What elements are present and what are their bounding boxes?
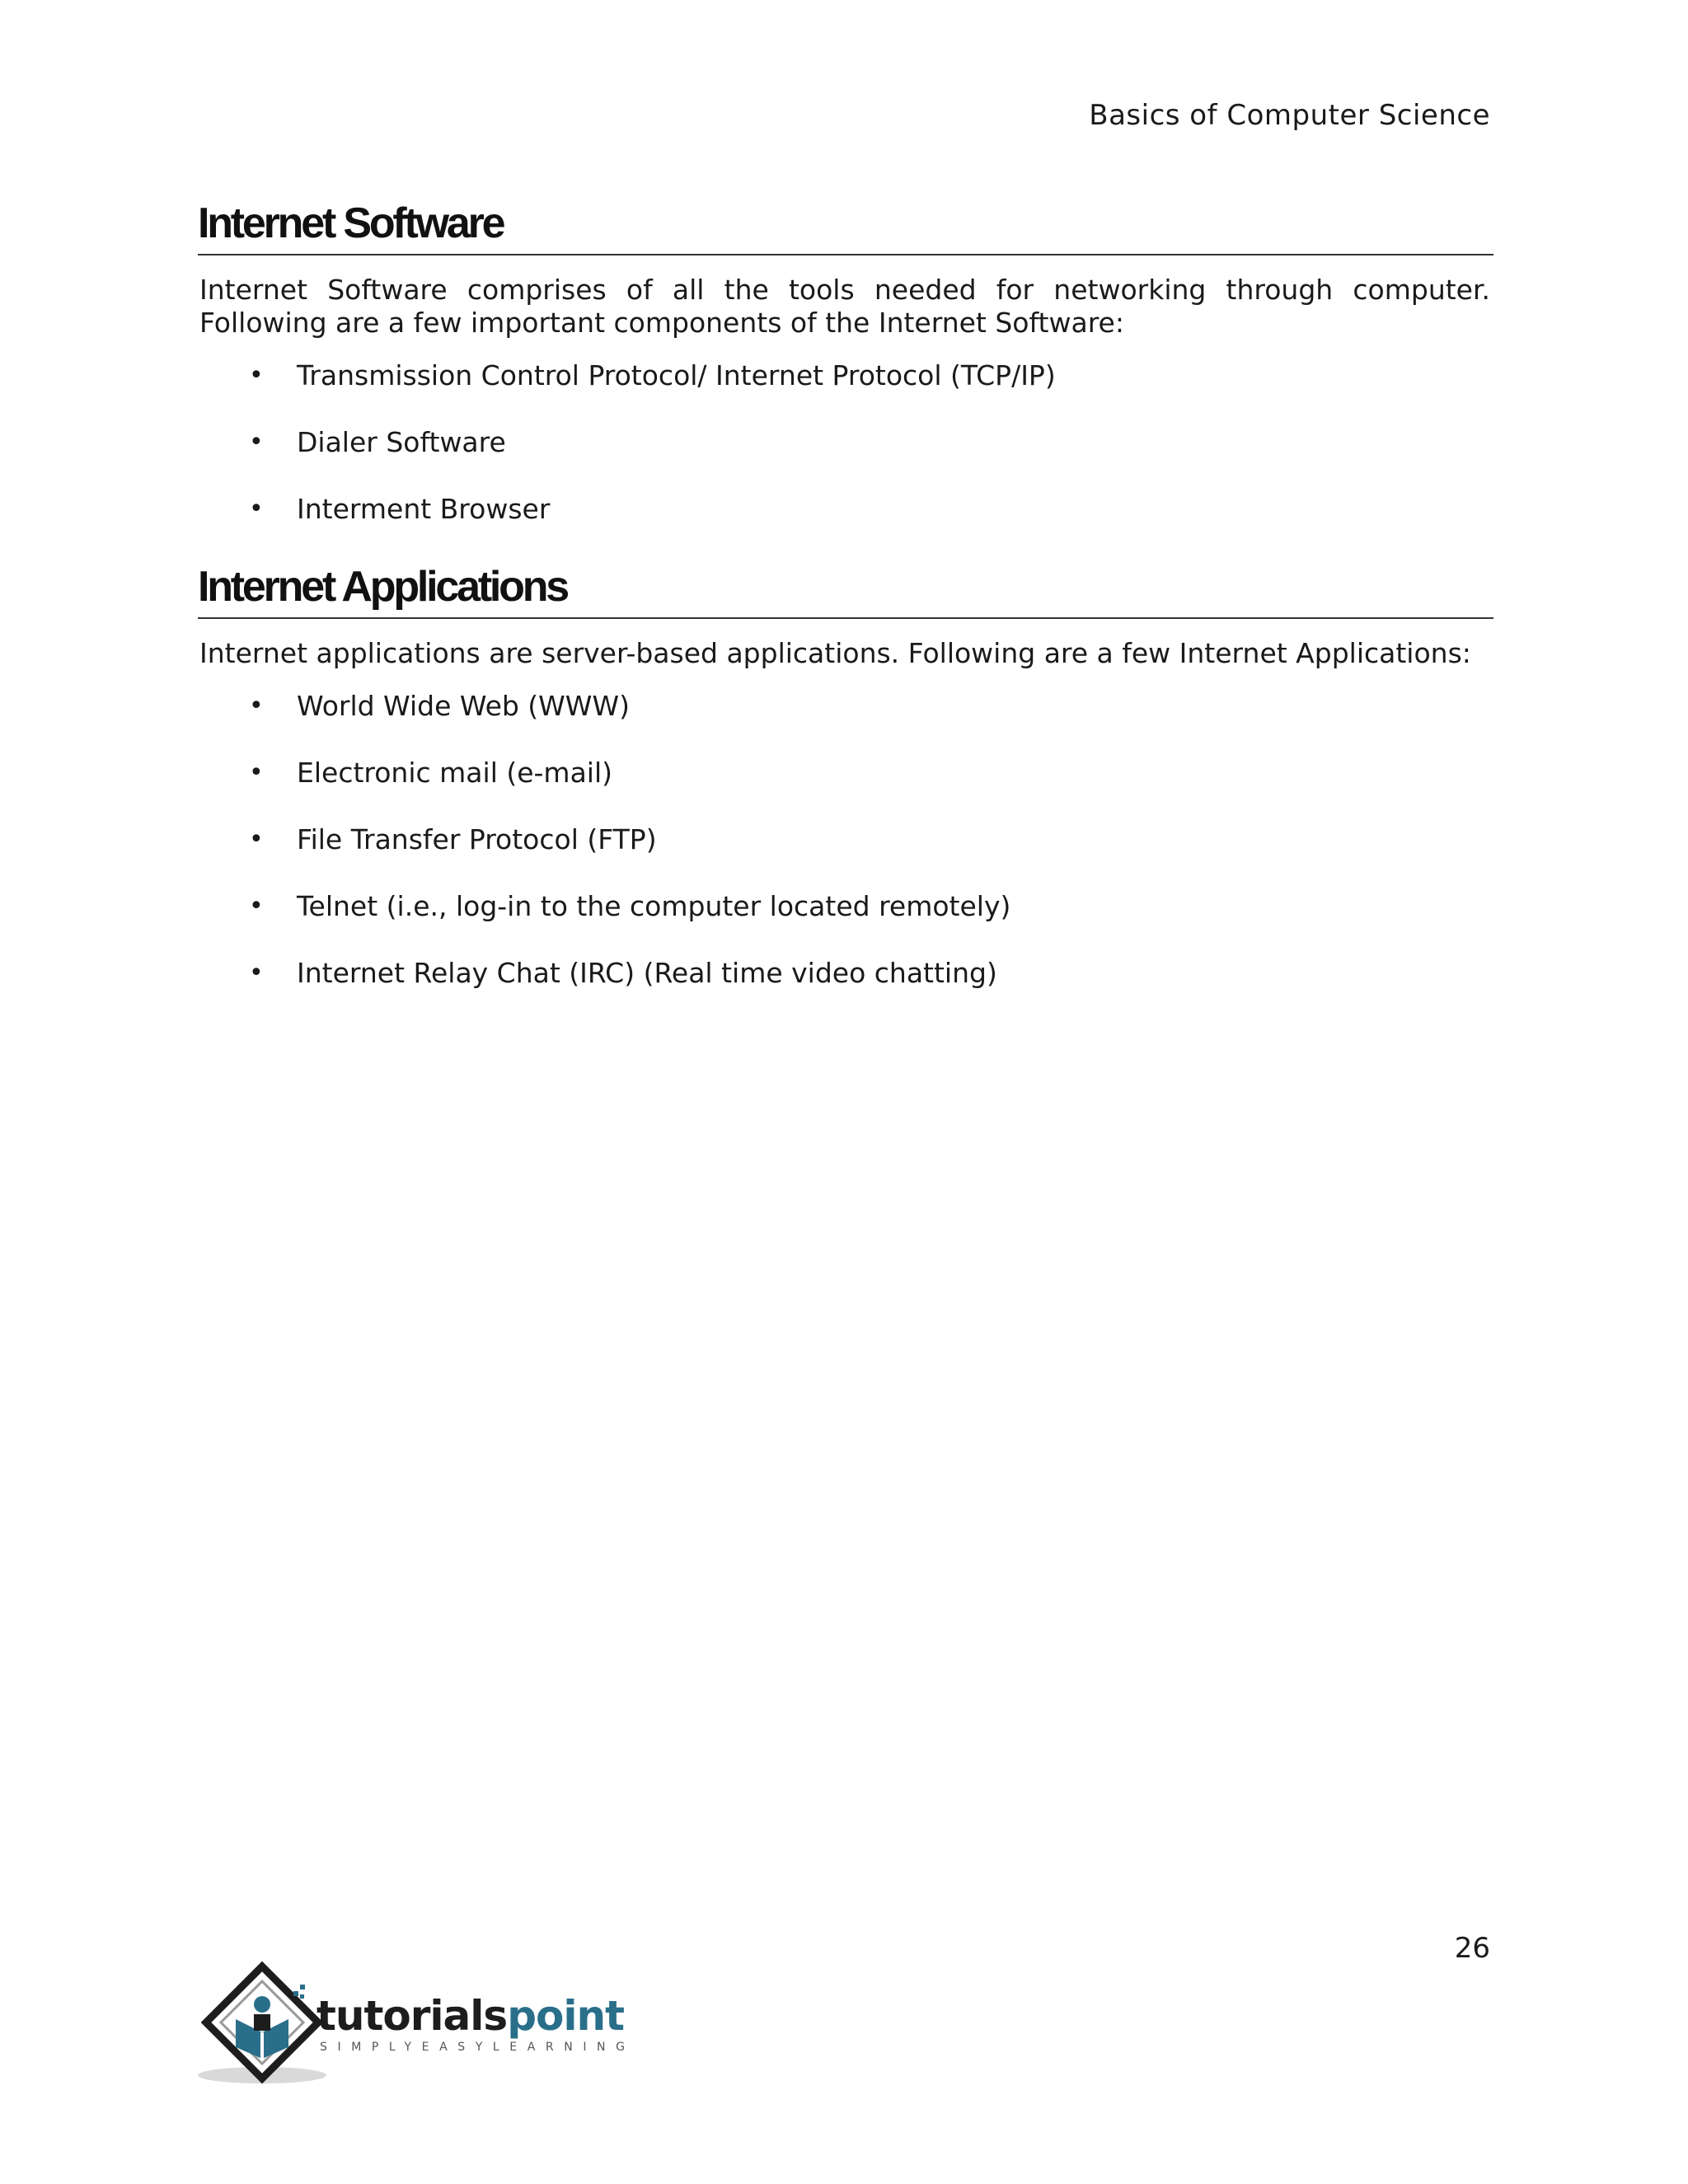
- page-number: 26: [1454, 1932, 1490, 1965]
- tutorialspoint-logo: [196, 1961, 635, 2085]
- list-item: [198, 359, 1493, 392]
- list-item: [198, 957, 1493, 990]
- bullet-icon: •: [249, 361, 264, 390]
- bullet-icon: •: [249, 691, 264, 720]
- bullet-icon: •: [249, 428, 264, 457]
- list-item-text: World Wide Web (WWW): [297, 690, 630, 722]
- list-item-text: Dialer Software: [297, 426, 506, 458]
- bullet-icon: •: [249, 494, 264, 523]
- bullet-icon: •: [249, 825, 264, 854]
- bullet-icon: •: [249, 892, 264, 921]
- list-item-text: Transmission Control Protocol/ Internet Protocol (TCP/IP): [297, 359, 1056, 391]
- section-title-internet-software: Internet Software: [198, 196, 1493, 255]
- list-item-text: Interment Browser: [297, 493, 551, 525]
- list-item: [198, 690, 1493, 723]
- running-header: Basics of Computer Science: [1089, 99, 1490, 132]
- list-item-text: Internet Relay Chat (IRC) (Real time video chatting): [297, 957, 997, 989]
- list-item-text: Telnet (i.e., log-in to the computer located remotely): [297, 890, 1011, 922]
- list-item: [198, 493, 1493, 526]
- logo-wordmark: tutorialspoint: [316, 1992, 624, 2040]
- internet-applications-list: [198, 690, 1493, 990]
- list-item-text: Electronic mail (e-mail): [297, 757, 613, 789]
- list-item: [198, 823, 1493, 856]
- logo-tagline: SIMPLYEASYLEARNING: [320, 2041, 635, 2054]
- list-item: [198, 757, 1493, 790]
- logo-diamond-icon: [196, 1961, 328, 2085]
- list-item: [198, 890, 1493, 923]
- internet-software-list: [198, 359, 1493, 526]
- bullet-icon: •: [249, 958, 264, 987]
- bullet-icon: •: [249, 758, 264, 787]
- list-item-text: File Transfer Protocol (FTP): [297, 823, 657, 855]
- section-intro-internet-software: Internet Software comprises of all the tools needed for networking through computer. Following are a few important components of the Internet Software:: [199, 274, 1490, 339]
- section-intro-internet-applications: Internet applications are server-based applications. Following are a few Internet Applications:: [199, 637, 1471, 669]
- section-title-internet-applications: Internet Applications: [198, 560, 1493, 619]
- page-content: [198, 196, 1493, 1024]
- list-item: [198, 426, 1493, 459]
